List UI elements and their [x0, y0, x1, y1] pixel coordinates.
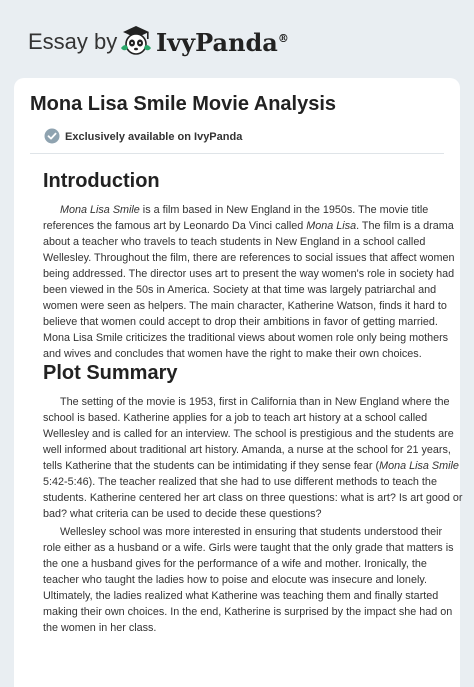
text-line: role either as a husband or a wife. Girls were taught that the only grade that matters is	[43, 542, 454, 554]
essay-by-label: Essay by	[28, 29, 118, 54]
intro-paragraph	[43, 202, 455, 362]
text-line: school is based. Katherine applies for a job to teach art history at a school called	[43, 412, 428, 424]
ivypanda-logo-icon[interactable]	[118, 22, 154, 58]
text-line: well informed about traditional art history. Amanda, a nurse at the school for 21 years,	[43, 444, 451, 456]
section-heading-introduction: Introduction	[43, 170, 160, 192]
text-line: Mona Lisa Smile criticizes the traditional views about women role only being mothers	[43, 332, 449, 344]
section-heading-plot-summary: Plot Summary	[43, 362, 178, 384]
text-line: tells Katherine that the students can be intimidating if they sense fear (Mona Lisa Smile	[43, 460, 459, 472]
text-line: Mona Lisa Smile is a film based in New England in the 1950s. The movie title	[60, 204, 429, 216]
exclusive-badge-text: Exclusively available on IvyPanda	[65, 131, 243, 143]
text-line: students. Katherine centered her art class on three questions: what is art? Is art good or	[43, 492, 463, 504]
plot-paragraph-1	[43, 394, 463, 522]
page-title: Mona Lisa Smile Movie Analysis	[30, 93, 337, 115]
ivypanda-brand-name[interactable]: IvyPanda®	[156, 28, 289, 57]
site-header	[0, 0, 474, 78]
text-line: women were seen as helpers. The main character, Katherine Watson, finds it hard to	[43, 300, 447, 312]
text-line: 5:42-5:46). The teacher realized that she had to use different methods to teach the	[43, 476, 437, 488]
text-line: the one a husband gives for the performance of a wife and mother. Ironically, the	[43, 558, 427, 570]
text-line: Wellesley school was more interested in ensuring that students understood their	[60, 526, 443, 538]
text-line: believe that women could accept to drop their ambitions in favor of getting married.	[43, 316, 438, 328]
check-badge-icon	[44, 128, 60, 144]
text-line: Ultimately, the ladies realized what Katherine was teaching them and finally started	[43, 590, 439, 602]
text-line: about a teacher who travels to teach students in New England in a school called	[43, 236, 426, 248]
text-line: bad? what criteria can be used to decide these questions?	[43, 508, 322, 520]
text-line: and wives and concludes that women have the right to make their own choices.	[43, 348, 422, 360]
plot-paragraph-2	[43, 524, 454, 636]
text-line: teacher who taught the ladies how to poise and elocute was insecure and lonely.	[43, 574, 427, 586]
text-line: The setting of the movie is 1953, first in California than in New England where the	[60, 396, 450, 408]
text-line: been viewed in the 50s in America. Society at that time was largely patriarchal and	[43, 284, 437, 296]
title-divider	[30, 153, 444, 154]
text-line: making their own choices. In the end, Katherine is surprised by the impact she had on	[43, 606, 453, 618]
text-line: being addressed. The director uses art to present the way women's role in society had	[43, 268, 455, 280]
text-line: references the famous art by Leonardo Da Vinci called Mona Lisa. The film is a drama	[43, 220, 454, 232]
text-line: the women in her class.	[43, 622, 157, 634]
text-line: Wellesley. Throughout the film, there are references to social issues that affect women	[43, 252, 455, 264]
text-line: Wellesley and is called for an interview. The school is prestigious and the students are	[43, 428, 454, 440]
